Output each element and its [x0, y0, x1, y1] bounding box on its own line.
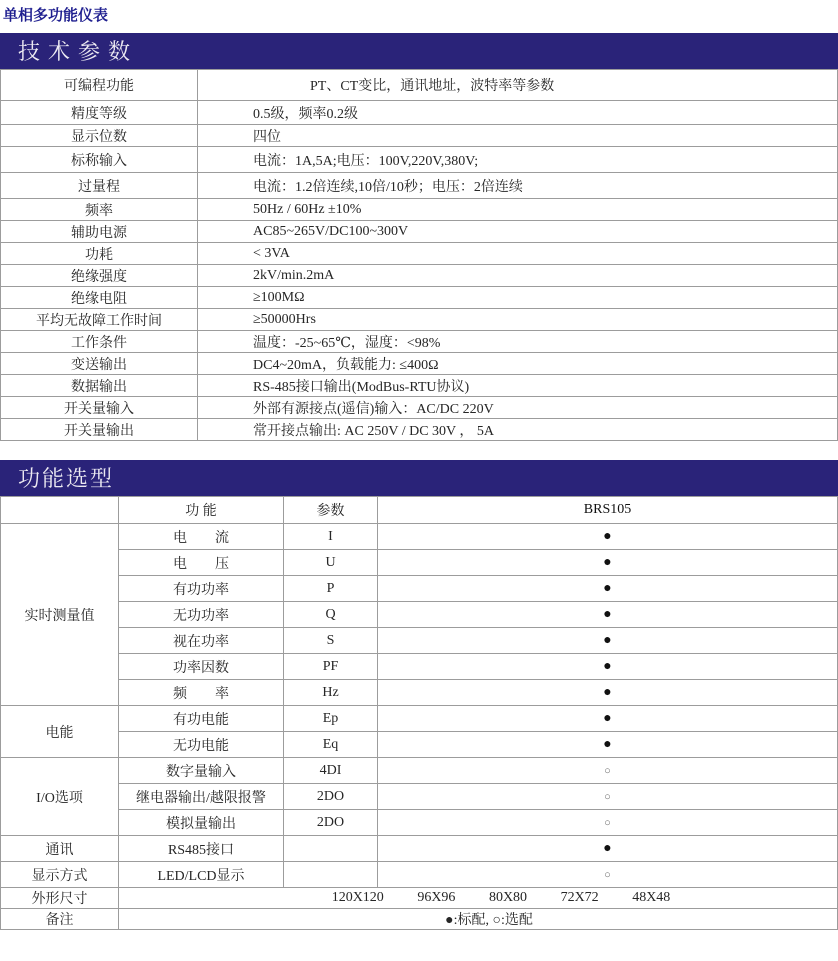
param-value-cell: < 3VA	[198, 243, 838, 265]
group-cell-energy: 电能	[1, 706, 119, 758]
param-value-cell: 0.5级，频率0.2级	[198, 101, 838, 125]
availability-mark-cell: ●	[378, 576, 838, 602]
param-name-cell: 标称输入	[1, 147, 198, 173]
function-cell: 无功功率	[119, 602, 284, 628]
function-cell: 电 压	[119, 550, 284, 576]
group-cell-comm: 通讯	[1, 836, 119, 862]
param-name-cell: 可编程功能	[1, 70, 198, 101]
availability-mark-cell: ●	[378, 602, 838, 628]
function-row	[1, 654, 838, 680]
param-name-cell: 开关量输出	[1, 419, 198, 441]
param-row	[1, 287, 838, 309]
dimension-value: 48X48	[632, 890, 671, 905]
param-row	[1, 243, 838, 265]
param-value-cell: 常开接点输出: AC 250V / DC 30V ， 5A	[198, 419, 838, 441]
function-row	[1, 862, 838, 888]
tech-params-header-title: 技术参数	[18, 39, 139, 64]
function-row	[1, 524, 838, 550]
availability-mark-cell: ●	[378, 654, 838, 680]
param-value-cell: 外部有源接点(遥信)输入：AC/DC 220V	[198, 397, 838, 419]
param-value-cell: PT、CT变比，通讯地址，波特率等参数	[198, 70, 838, 101]
param-row	[1, 265, 838, 287]
page-title: 单相多功能仪表	[3, 7, 109, 24]
param-value-cell: ≥100MΩ	[198, 287, 838, 309]
availability-mark-cell: ●	[378, 628, 838, 654]
function-cell: 有功电能	[119, 706, 284, 732]
dimension-value: 120X120	[331, 890, 384, 905]
param-name-cell: 平均无故障工作时间	[1, 309, 198, 331]
param-code-cell: U	[284, 550, 378, 576]
availability-mark-cell: ○	[378, 810, 838, 836]
dimensions-row	[1, 888, 838, 909]
note-label-cell: 备注	[1, 909, 119, 930]
tech-params-header-bar	[0, 33, 838, 69]
param-value-cell: 50Hz / 60Hz ±10%	[198, 199, 838, 221]
function-row	[1, 732, 838, 758]
function-row	[1, 784, 838, 810]
function-row	[1, 576, 838, 602]
param-code-cell: S	[284, 628, 378, 654]
function-cell: 电 流	[119, 524, 284, 550]
param-value-cell: 温度：-25~65℃，湿度：<98%	[198, 331, 838, 353]
param-name-cell: 工作条件	[1, 331, 198, 353]
param-name-cell: 开关量输入	[1, 397, 198, 419]
param-row	[1, 221, 838, 243]
param-name-cell: 数据输出	[1, 375, 198, 397]
availability-mark-cell: ●	[378, 732, 838, 758]
param-name-cell: 显示位数	[1, 125, 198, 147]
column-header-row	[1, 497, 838, 524]
function-selection-header-title: 功能选型	[18, 466, 115, 491]
function-row	[1, 706, 838, 732]
param-column-header: 参数	[284, 497, 378, 524]
dimensions-values-cell	[119, 888, 838, 909]
availability-mark-cell: ●	[378, 680, 838, 706]
availability-mark-cell: ○	[378, 758, 838, 784]
param-name-cell: 绝缘电阻	[1, 287, 198, 309]
function-row	[1, 550, 838, 576]
function-cell: 功率因数	[119, 654, 284, 680]
param-code-cell: P	[284, 576, 378, 602]
function-cell: LED/LCD显示	[119, 862, 284, 888]
param-row	[1, 353, 838, 375]
param-value-cell: DC4~20mA，负载能力: ≤400Ω	[198, 353, 838, 375]
param-row	[1, 125, 838, 147]
model-column-header: BRS105	[378, 497, 838, 524]
param-name-cell: 变送输出	[1, 353, 198, 375]
group-cell-realtime: 实时测量值	[1, 524, 119, 706]
availability-mark-cell: ●	[378, 524, 838, 550]
note-row	[1, 909, 838, 930]
function-cell: 视在功率	[119, 628, 284, 654]
availability-mark-cell: ○	[378, 784, 838, 810]
param-row	[1, 199, 838, 221]
dimension-value: 80X80	[488, 890, 528, 905]
param-row	[1, 331, 838, 353]
param-code-cell: PF	[284, 654, 378, 680]
param-value-cell: 2kV/min.2mA	[198, 265, 838, 287]
availability-mark-cell: ●	[378, 706, 838, 732]
dimension-value: 72X72	[560, 890, 599, 905]
function-selection-header-bar	[0, 460, 838, 496]
param-code-cell: 2DO	[284, 810, 378, 836]
param-value-cell: 四位	[198, 125, 838, 147]
function-row	[1, 628, 838, 654]
param-code-cell: Q	[284, 602, 378, 628]
param-row	[1, 70, 838, 101]
function-row	[1, 602, 838, 628]
param-row	[1, 309, 838, 331]
function-cell: 数字量输入	[119, 758, 284, 784]
param-code-cell: Ep	[284, 706, 378, 732]
param-name-cell: 精度等级	[1, 101, 198, 125]
function-row	[1, 810, 838, 836]
param-code-cell: 2DO	[284, 784, 378, 810]
function-cell: 有功功率	[119, 576, 284, 602]
param-code-cell: Hz	[284, 680, 378, 706]
function-column-header: 功 能	[119, 497, 284, 524]
param-name-cell: 绝缘强度	[1, 265, 198, 287]
tech-params-table	[0, 69, 838, 441]
availability-mark-cell: ●	[378, 550, 838, 576]
dimension-value: 96X96	[417, 890, 456, 905]
param-name-cell: 过量程	[1, 173, 198, 199]
function-row	[1, 836, 838, 862]
param-name-cell: 辅助电源	[1, 221, 198, 243]
availability-mark-cell: ○	[378, 862, 838, 888]
param-value-cell: 电流：1.2倍连续,10倍/10秒；电压：2倍连续	[198, 173, 838, 199]
availability-mark-cell: ●	[378, 836, 838, 862]
param-value-cell: AC85~265V/DC100~300V	[198, 221, 838, 243]
param-value-cell: ≥50000Hrs	[198, 309, 838, 331]
function-selection-table	[0, 496, 838, 930]
dimensions-label-cell: 外形尺寸	[1, 888, 119, 909]
group-header-cell	[1, 497, 119, 524]
function-cell: 频 率	[119, 680, 284, 706]
note-text-cell: ●:标配, ○:选配	[119, 909, 838, 930]
param-row	[1, 375, 838, 397]
param-value-cell: 电流：1A,5A;电压：100V,220V,380V;	[198, 147, 838, 173]
param-code-cell: I	[284, 524, 378, 550]
function-cell: RS485接口	[119, 836, 284, 862]
param-value-cell: RS-485接口输出(ModBus-RTU协议)	[198, 375, 838, 397]
param-code-cell	[284, 862, 378, 888]
group-cell-display: 显示方式	[1, 862, 119, 888]
param-code-cell	[284, 836, 378, 862]
param-name-cell: 频率	[1, 199, 198, 221]
param-row	[1, 147, 838, 173]
param-name-cell: 功耗	[1, 243, 198, 265]
function-cell: 继电器输出/越限报警	[119, 784, 284, 810]
param-row	[1, 173, 838, 199]
param-row	[1, 397, 838, 419]
param-row	[1, 101, 838, 125]
function-cell: 无功电能	[119, 732, 284, 758]
function-cell: 模拟量输出	[119, 810, 284, 836]
function-row	[1, 758, 838, 784]
param-row	[1, 419, 838, 441]
param-code-cell: 4DI	[284, 758, 378, 784]
param-code-cell: Eq	[284, 732, 378, 758]
group-cell-io: I/O选项	[1, 758, 119, 836]
function-row	[1, 680, 838, 706]
